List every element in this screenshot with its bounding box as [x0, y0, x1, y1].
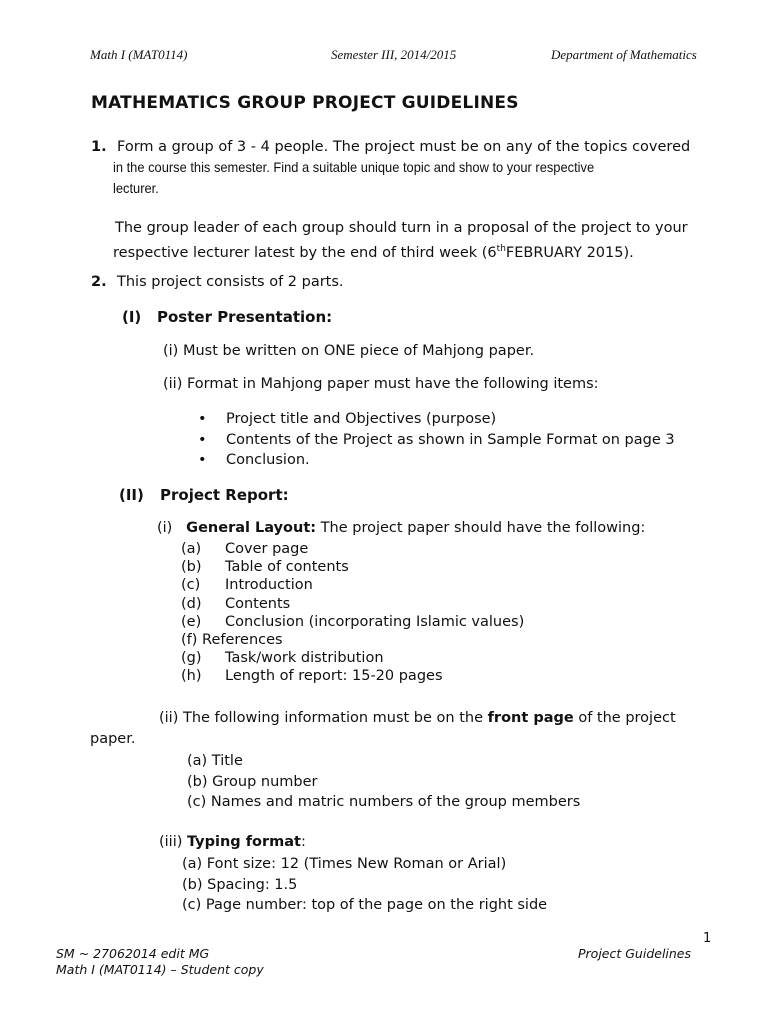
list-item: (g) Task/work distribution — [181, 650, 384, 667]
part-1-item-ii: (ii) Format in Mahjong paper must have the following items: — [163, 376, 599, 392]
list-item: • Project title and Objectives (purpose) — [198, 409, 675, 430]
part-1-label: (I) — [122, 308, 142, 326]
typing-format-list — [182, 854, 547, 916]
list-item: (c) Names and matric numbers of the group members — [187, 794, 581, 811]
item-1-line2: in the course this semester. Find a suitable unique topic and show to your respective — [113, 159, 595, 175]
list-item: (a) Title — [187, 753, 243, 769]
part-2-label: (II) — [119, 486, 144, 504]
part-2-item-iii: (iii) Typing format: — [159, 834, 306, 850]
part-2-item-ii-cont: paper. — [90, 731, 136, 747]
list-item: (h) Length of report: 15-20 pages — [181, 668, 443, 685]
item-1-para-line2: respective lecturer latest by the end of third week (6thFEBRUARY 2015). — [113, 244, 634, 261]
layout-list — [181, 540, 524, 686]
header-semester: Semester III, 2014/2015 — [331, 47, 457, 62]
footer-left-line1: SM ~ 27062014 edit MG — [56, 946, 210, 961]
item-2-number: 2. — [91, 274, 107, 290]
part-2-item-i: (i) General Layout: The project paper should have the following: — [157, 520, 646, 536]
list-item: (b) Spacing: 1.5 — [182, 876, 298, 893]
part-1-item-i: (i) Must be written on ONE piece of Mahjong paper. — [163, 343, 535, 359]
list-item: (a) Font size: 12 (Times New Roman or Arial) — [182, 856, 507, 872]
item-1-para-line1: The group leader of each group should turn in a proposal of the project to your — [115, 220, 688, 236]
page-title: MATHEMATICS GROUP PROJECT GUIDELINES — [91, 93, 519, 113]
bullet-icon: • — [198, 452, 207, 468]
poster-bullet-list — [198, 409, 675, 471]
bullet-icon: • — [198, 431, 207, 448]
list-item: (c) Introduction — [181, 577, 313, 594]
footer-left-line2: Math I (MAT0114) – Student copy — [56, 962, 264, 977]
item-2-text: This project consists of 2 parts. — [117, 274, 344, 290]
header-department: Department of Mathematics — [551, 47, 697, 62]
list-item: (a) Cover page — [181, 541, 309, 557]
header-course: Math I (MAT0114) — [90, 47, 188, 62]
list-item: (f) References — [181, 632, 283, 649]
page-number: 1 — [703, 931, 712, 946]
part-1-title: Poster Presentation: — [157, 308, 333, 326]
list-item: (d) Contents — [181, 595, 291, 612]
list-item: (e) Conclusion (incorporating Islamic values) — [181, 613, 525, 630]
list-item: (b) Table of contents — [181, 559, 349, 576]
part-2-item-ii: (ii) The following information must be on the front page of the project — [159, 710, 676, 726]
list-item: • Conclusion. — [198, 450, 675, 471]
part-2-title: Project Report: — [160, 486, 289, 504]
item-1-line1: Form a group of 3 - 4 people. The project must be on any of the topics covered — [117, 139, 691, 155]
footer-right: Project Guidelines — [578, 946, 692, 961]
list-item: (c) Page number: top of the page on the right side — [182, 897, 548, 914]
item-1-line3: lecturer. — [113, 180, 159, 196]
bullet-icon: • — [198, 411, 207, 427]
item-1-number: 1. — [91, 139, 107, 155]
front-page-list — [187, 751, 580, 813]
list-item: (b) Group number — [187, 773, 318, 790]
list-item: • Contents of the Project as shown in Sample Format on page 3 — [198, 430, 675, 451]
